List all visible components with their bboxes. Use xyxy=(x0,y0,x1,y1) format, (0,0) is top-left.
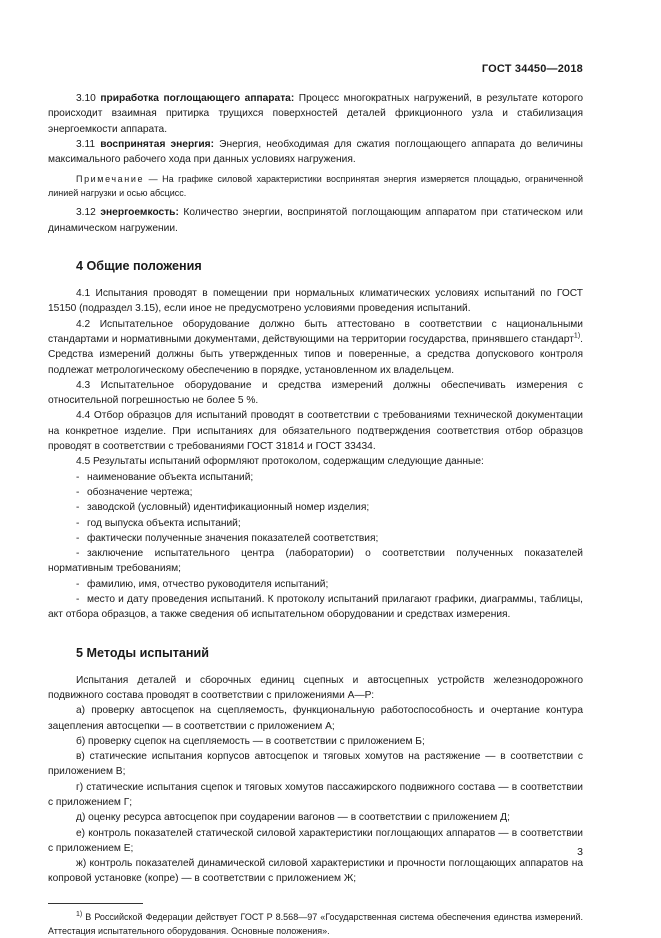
paragraph-text: 4.2 Испытательное оборудование должно быть аттестовано в соответствии с национальными стандартами и нормативными документами, действующими на территории государства, принявшего стандарт xyxy=(48,318,583,345)
list-item: - обозначение чертежа; xyxy=(76,486,193,498)
list-item: а) проверку автосцепок на сцепляемость, функциональную работоспособность и очертание контура зацепления автосцепки — в соответствии с приложением А; xyxy=(48,705,583,732)
paragraph-text: . Средства измерений должны быть утвержденных типов и поверенные, а средства допускового контроля подлежат метрологическому обеспечению в порядке, установленном их владельцем. xyxy=(48,333,583,376)
list-item: д) оценку ресурса автосцепок при соударении вагонов — в соответствии с приложением Д; xyxy=(76,812,510,824)
paragraph-4-3: 4.3 Испытательное оборудование и средства измерений должны обеспечивать измерения с относительной погрешностью не более 5 %. xyxy=(48,379,583,407)
page-number: 3 xyxy=(577,846,583,858)
paragraph-4-2 xyxy=(48,317,583,378)
definition-term: приработка поглощающего аппарата: xyxy=(100,93,295,104)
paragraph-4-5: 4.5 Результаты испытаний оформляют протоколом, содержащим следующие данные: xyxy=(76,456,484,468)
page-content xyxy=(48,91,583,938)
definition-3-10 xyxy=(48,91,583,137)
list-item: в) статические испытания корпусов автосцепок и тяговых хомутов на растяжение — в соответствии с приложением В; xyxy=(48,751,583,778)
list-item: - место и дату проведения испытаний. К протоколу испытаний прилагают графики, диаграммы, таблицы, акт отбора образцов, а также сведения об испытательном оборудовании и средствах измерения. xyxy=(48,594,583,621)
list-item: г) статические испытания сцепок и тяговых хомутов пассажирского подвижного состава — в соответствии с приложением Г; xyxy=(48,781,583,808)
document-page xyxy=(48,0,583,935)
paragraph-4-4: 4.4 Отбор образцов для испытаний проводят в соответствии с требованиями технической документации на конкретное изделие. При испытаниях для обязательного подтверждения соответствия отбор образцов проводят в соответствии с требованиями ГОСТ 31814 и ГОСТ 33434. xyxy=(48,410,583,453)
definition-number: 3.12 xyxy=(76,207,96,219)
definition-text: Количество энергии, воспринятой поглощающим аппаратом при статическом или динамическом нагружении. xyxy=(48,207,583,234)
list-item: б) проверку сцепок на сцепляемость — в соответствии с приложением Б; xyxy=(76,735,425,747)
section-5-intro: Испытания деталей и сборочных единиц сцепных и автосцепных устройств железнодорожного подвижного состава проводят в соответствии с приложениями А—Р: xyxy=(48,674,583,701)
list-item: - заводской (условный) идентификационный номер изделия; xyxy=(76,502,370,514)
definition-number: 3.11 xyxy=(76,138,96,150)
footnote-text: В Российской Федерации действует ГОСТ Р 8.568—97 «Государственная система обеспечения единства измерений. Аттестация испытательного оборудования. Основные положения». xyxy=(48,911,583,936)
list-item: е) контроль показателей статической силовой характеристики поглощающих аппаратов — в соответствии с приложением Е; xyxy=(48,827,583,854)
definition-text: Энергия, необходимая для сжатия поглощающего аппарата до величины максимального рабочего хода при данных условиях нагружения. xyxy=(48,138,583,166)
list-item: - наименование объекта испытаний; xyxy=(76,471,254,483)
paragraph-4-1: 4.1 Испытания проводят в помещении при нормальных климатических условиях испытаний по ГОСТ 15150 (подраздел 3.15), если иное не предусмотрено условиями проведения испытаний. xyxy=(48,288,583,315)
list-item: - фамилию, имя, отчество руководителя испытаний; xyxy=(76,578,329,590)
standard-designation: ГОСТ 34450—2018 xyxy=(481,63,583,75)
definition-text: Процесс многократных нагружений, в результате которого происходит взаимная притирка трущихся поверхностей деталей фрикционного узла и стабилизация энергоемкости аппарата. xyxy=(48,93,583,135)
protocol-data-list xyxy=(48,470,583,623)
definition-3-12 xyxy=(48,205,583,236)
definition-term: воспринятая энергия: xyxy=(100,138,215,150)
definition-number: 3.10 xyxy=(76,93,96,104)
definition-3-11 xyxy=(48,137,583,168)
section-5-heading: 5 Методы испытаний xyxy=(76,645,209,660)
definition-term: энергоемкость: xyxy=(100,207,179,219)
footnote-mark: 1) xyxy=(76,910,83,918)
list-item: - фактически полученные значения показателей соответствия; xyxy=(76,532,379,544)
list-item: - год выпуска объекта испытаний; xyxy=(76,517,241,529)
footnote-separator xyxy=(48,903,143,904)
footnote-reference[interactable]: 1) xyxy=(573,332,581,340)
note xyxy=(48,172,583,200)
section-4-heading: 4 Общие положения xyxy=(76,259,202,274)
list-item: ж) контроль показателей динамической силовой характеристики и прочности поглощающих аппаратов на копровой установке (копре) — в соответствии с приложением Ж; xyxy=(48,858,583,885)
footnote xyxy=(48,910,583,938)
list-item: - заключение испытательного центра (лаборатории) о соответствии полученных показателей нормативным требованиям; xyxy=(48,548,583,575)
note-text: — На графике силовой характеристики воспринятая энергия измеряется площадью, ограниченной линией нагрузки и осью абсцисс. xyxy=(48,174,583,199)
note-label: Примечание xyxy=(76,174,145,185)
